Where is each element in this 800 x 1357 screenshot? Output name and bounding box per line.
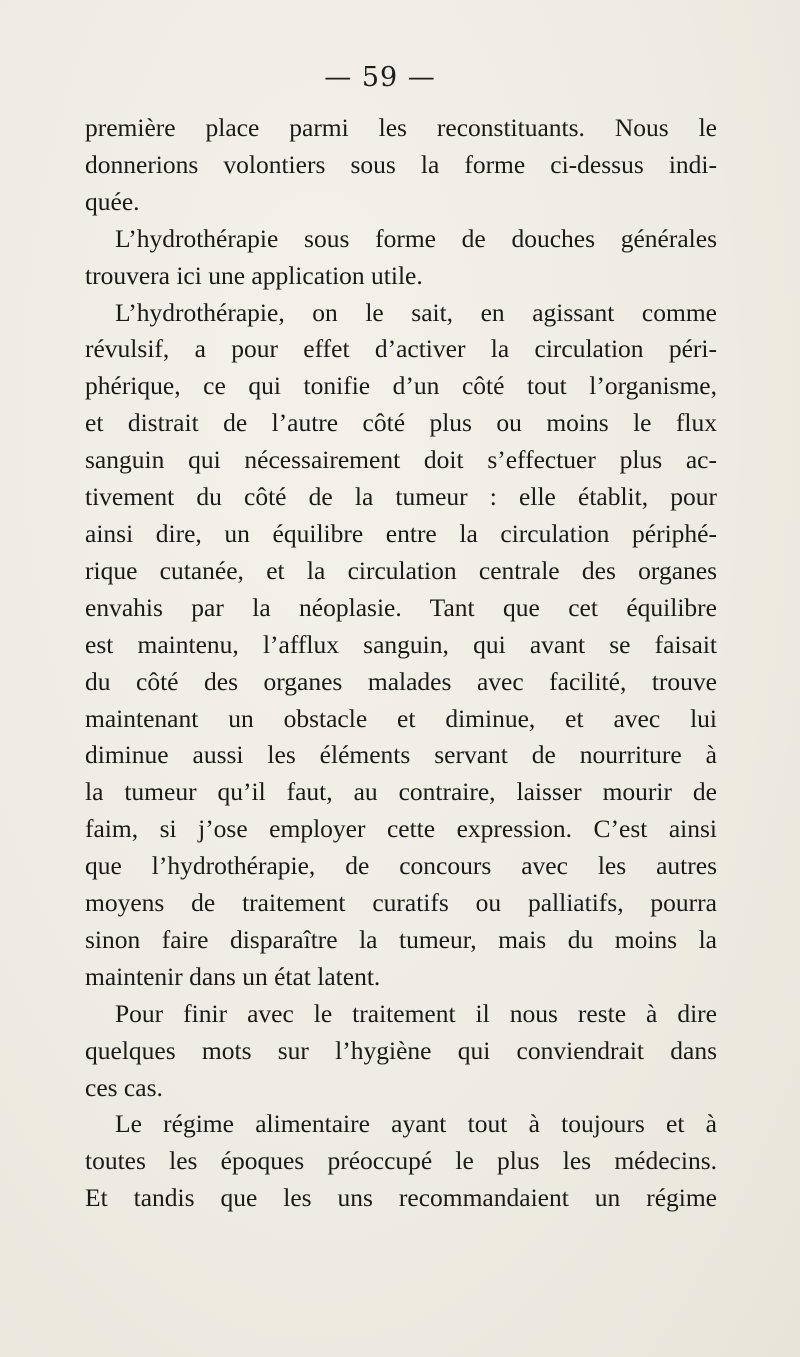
text-line: faim, si j’ose employer cette expression. C’est ainsi <box>85 814 717 844</box>
text-line: L’hydrothérapie sous forme de douches générales <box>115 223 717 253</box>
text-line: phérique, ce qui tonifie d’un côté tout l’organisme, <box>85 371 717 401</box>
text-line: maintenant un obstacle et diminue, et avec lui <box>85 703 717 733</box>
text-line: ces cas. <box>85 1072 163 1102</box>
text-line: tivement du côté de la tumeur : elle établit, pour <box>85 482 717 512</box>
text-line: ainsi dire, un équilibre entre la circulation périphé- <box>85 518 717 548</box>
body-text <box>85 110 717 1217</box>
text-line: rique cutanée, et la circulation centrale des organes <box>85 555 717 585</box>
text-line: donnerions volontiers sous la forme ci-dessus indi- <box>85 149 717 179</box>
text-line: du côté des organes malades avec facilité, trouve <box>85 666 717 696</box>
text-line: quelques mots sur l’hygiène qui conviendrait dans <box>85 1035 717 1065</box>
text-line: trouvera ici une application utile. <box>85 260 423 290</box>
text-line: Et tandis que les uns recommandaient un régime <box>85 1183 717 1213</box>
text-line: sinon faire disparaître la tumeur, mais du moins la <box>85 924 717 954</box>
text-line: toutes les époques préoccupé le plus les médecins. <box>85 1146 717 1176</box>
text-line: première place parmi les reconstituants. Nous le <box>85 113 717 142</box>
text-line: Pour finir avec le traitement il nous reste à dire <box>115 998 717 1028</box>
text-line: L’hydrothérapie, on le sait, en agissant comme <box>115 297 717 327</box>
page-number: — 59 — <box>324 62 436 93</box>
text-line: quée. <box>85 186 140 216</box>
text-line: est maintenu, l’afflux sanguin, qui avant se faisait <box>85 629 717 659</box>
text-line: la tumeur qu’il faut, au contraire, laisser mourir de <box>85 777 717 807</box>
text-line: envahis par la néoplasie. Tant que cet équilibre <box>85 592 717 622</box>
text-line: révulsif, a pour effet d’activer la circulation péri- <box>85 334 717 364</box>
text-line: et distrait de l’autre côté plus ou moins le flux <box>85 408 717 438</box>
text-line: maintenir dans un état latent. <box>85 961 381 991</box>
text-line: Le régime alimentaire ayant tout à toujours et à <box>115 1109 717 1139</box>
text-line: sanguin qui nécessairement doit s’effectuer plus ac- <box>85 445 717 475</box>
text-line: diminue aussi les éléments servant de nourriture à <box>85 740 717 770</box>
text-line: moyens de traitement curatifs ou palliatifs, pourra <box>85 888 717 918</box>
text-line: que l’hydrothérapie, de concours avec les autres <box>85 851 717 881</box>
